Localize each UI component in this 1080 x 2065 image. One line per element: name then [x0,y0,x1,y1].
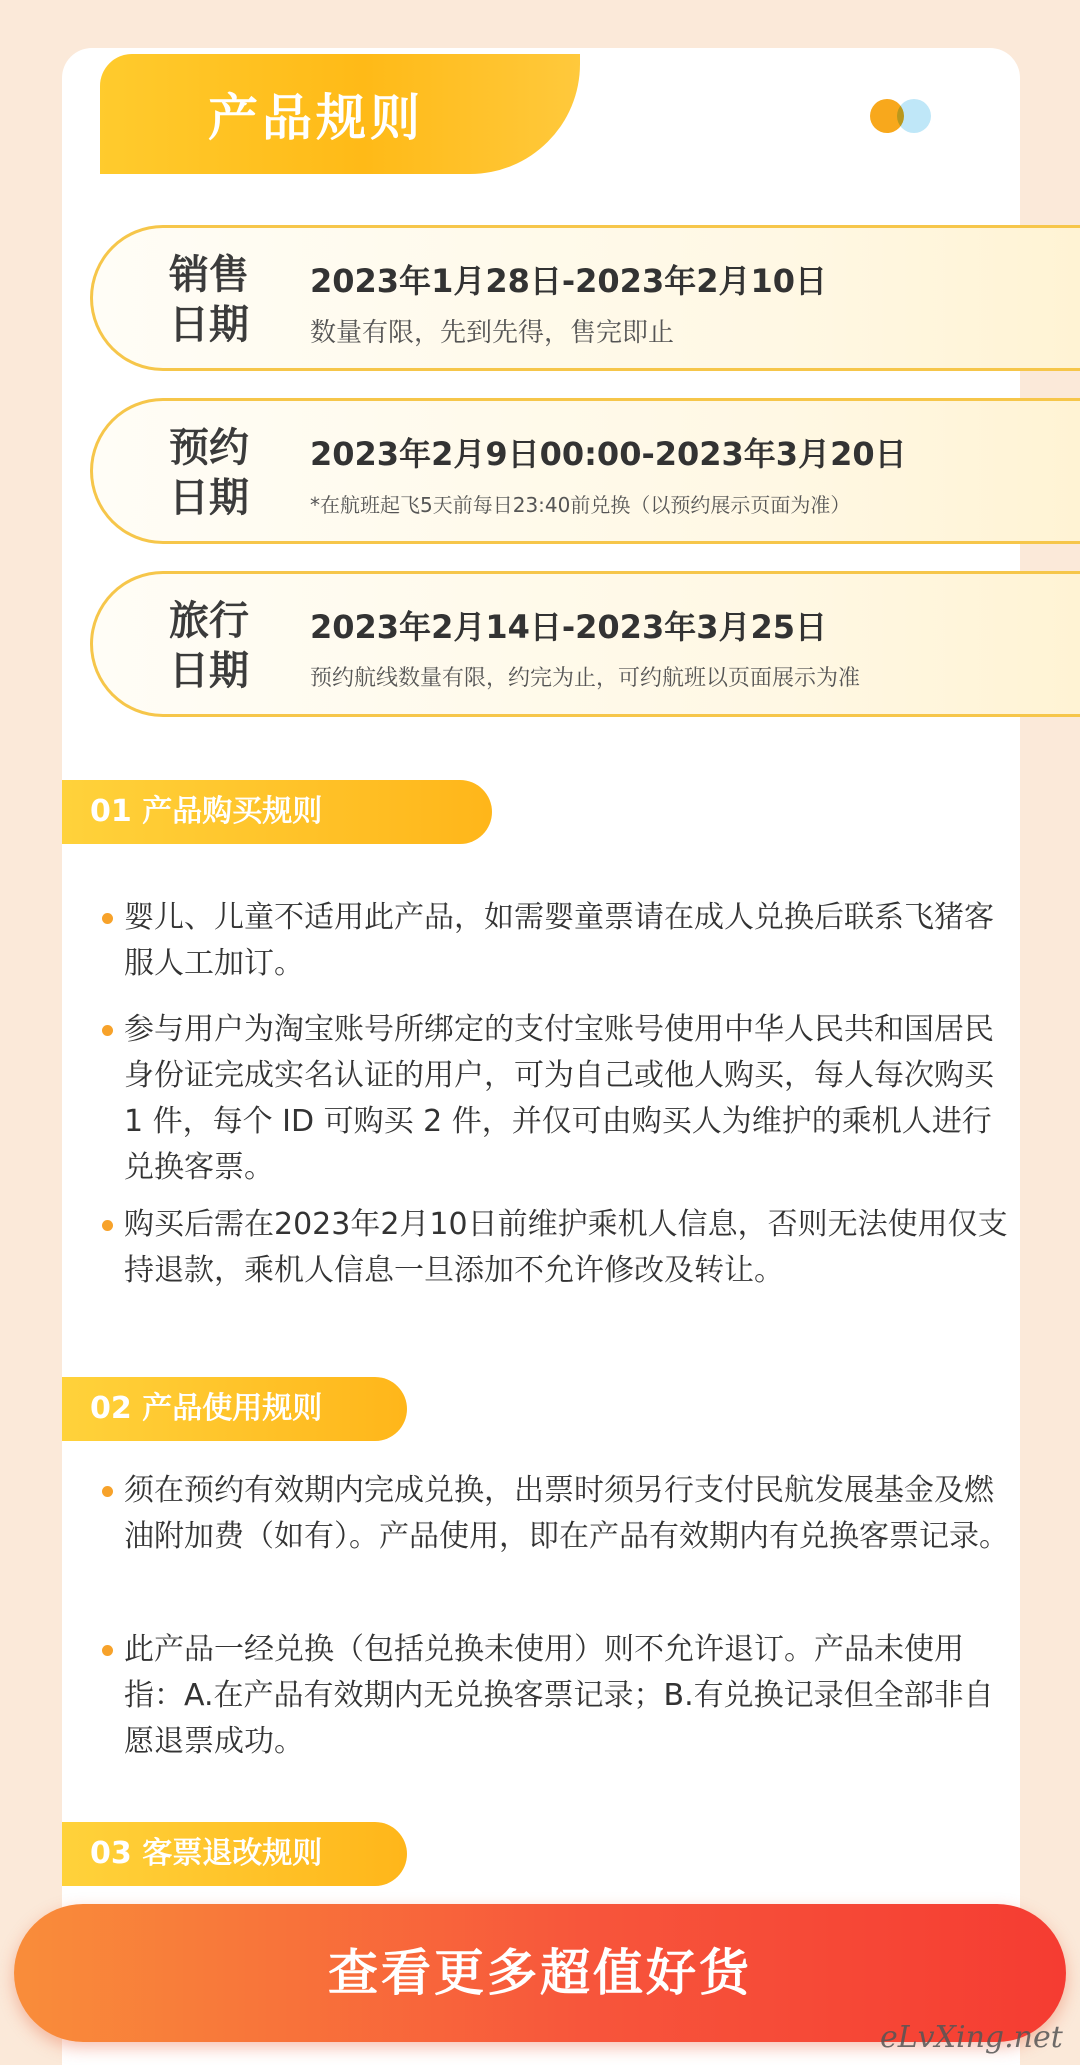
rule-text: 婴儿、儿童不适用此产品，如需婴童票请在成人兑换后联系飞猪客服人工加订。 [124,900,994,981]
rule-text: 购买后需在2023年2月10日前维护乘机人信息，否则无法使用仅支持退款，乘机人信息一旦添加不允许修改及转让。 [124,1207,1008,1288]
view-more-button[interactable]: 查看更多超值好货 [14,1904,1066,2042]
bullet-dot [102,1220,113,1231]
pill-label-line1: 旅行 [169,598,249,644]
pill-label [161,423,257,523]
pill-label-line1: 预约 [169,425,249,471]
list-item [96,1468,1011,1560]
rule-text: 此产品一经兑换（包括兑换未使用）则不允许退订。产品未使用指：A.在产品有效期内无兑换客票记录；B.有兑换记录但全部非自愿退票成功。 [124,1632,994,1759]
page-title: 产品规则 [208,89,424,147]
section-header-refund: 03 客票退改规则 [62,1822,407,1886]
bullet-dot [102,1486,113,1497]
pill-label-line2: 日期 [169,648,249,694]
pill-note: *在航班起飞5天前每日23:40前兑换（以预约展示页面为准） [310,493,851,517]
travel-date-pill [90,571,1080,717]
pill-label-line2: 日期 [169,302,249,348]
pill-note: 预约航线数量有限，约完为止，可约航班以页面展示为准 [310,666,861,691]
pill-label [161,250,257,350]
pill-label-line2: 日期 [169,475,249,521]
pill-note: 数量有限，先到先得，售完即止 [310,318,675,348]
bullet-dot [102,1645,113,1656]
bullet-dot [102,1025,113,1036]
pill-date-range: 2023年2月9日00:00-2023年3月20日 [310,435,907,473]
pill-date-range: 2023年1月28日-2023年2月10日 [310,262,828,300]
rule-text: 须在预约有效期内完成兑换，出票时须另行支付民航发展基金及燃油附加费（如有）。产品使用，即在产品有效期内有兑换客票记录。 [124,1473,1009,1554]
section-header-usage: 02 产品使用规则 [62,1377,407,1441]
watermark: eLvXing.net [880,2020,1063,2055]
list-item [96,1202,1011,1294]
booking-date-pill [90,398,1080,544]
list-item [96,1627,1011,1765]
pill-label-line1: 销售 [169,252,249,298]
decor-dot-blue [897,99,931,133]
pill-date-range: 2023年2月14日-2023年3月25日 [310,608,828,646]
list-item [96,895,1011,987]
sale-date-pill [90,225,1080,371]
list-item [96,1007,1011,1191]
pill-label [161,596,257,696]
rule-text: 参与用户为淘宝账号所绑定的支付宝账号使用中华人民共和国居民身份证完成实名认证的用户，可为自己或他人购买，每人每次购买 1 件，每个 ID 可购买 2 件，并仅可由购买人为维护的乘机人进行兑换客票。 [124,1012,994,1185]
bullet-dot [102,913,113,924]
section-header-purchase: 01 产品购买规则 [62,780,492,844]
